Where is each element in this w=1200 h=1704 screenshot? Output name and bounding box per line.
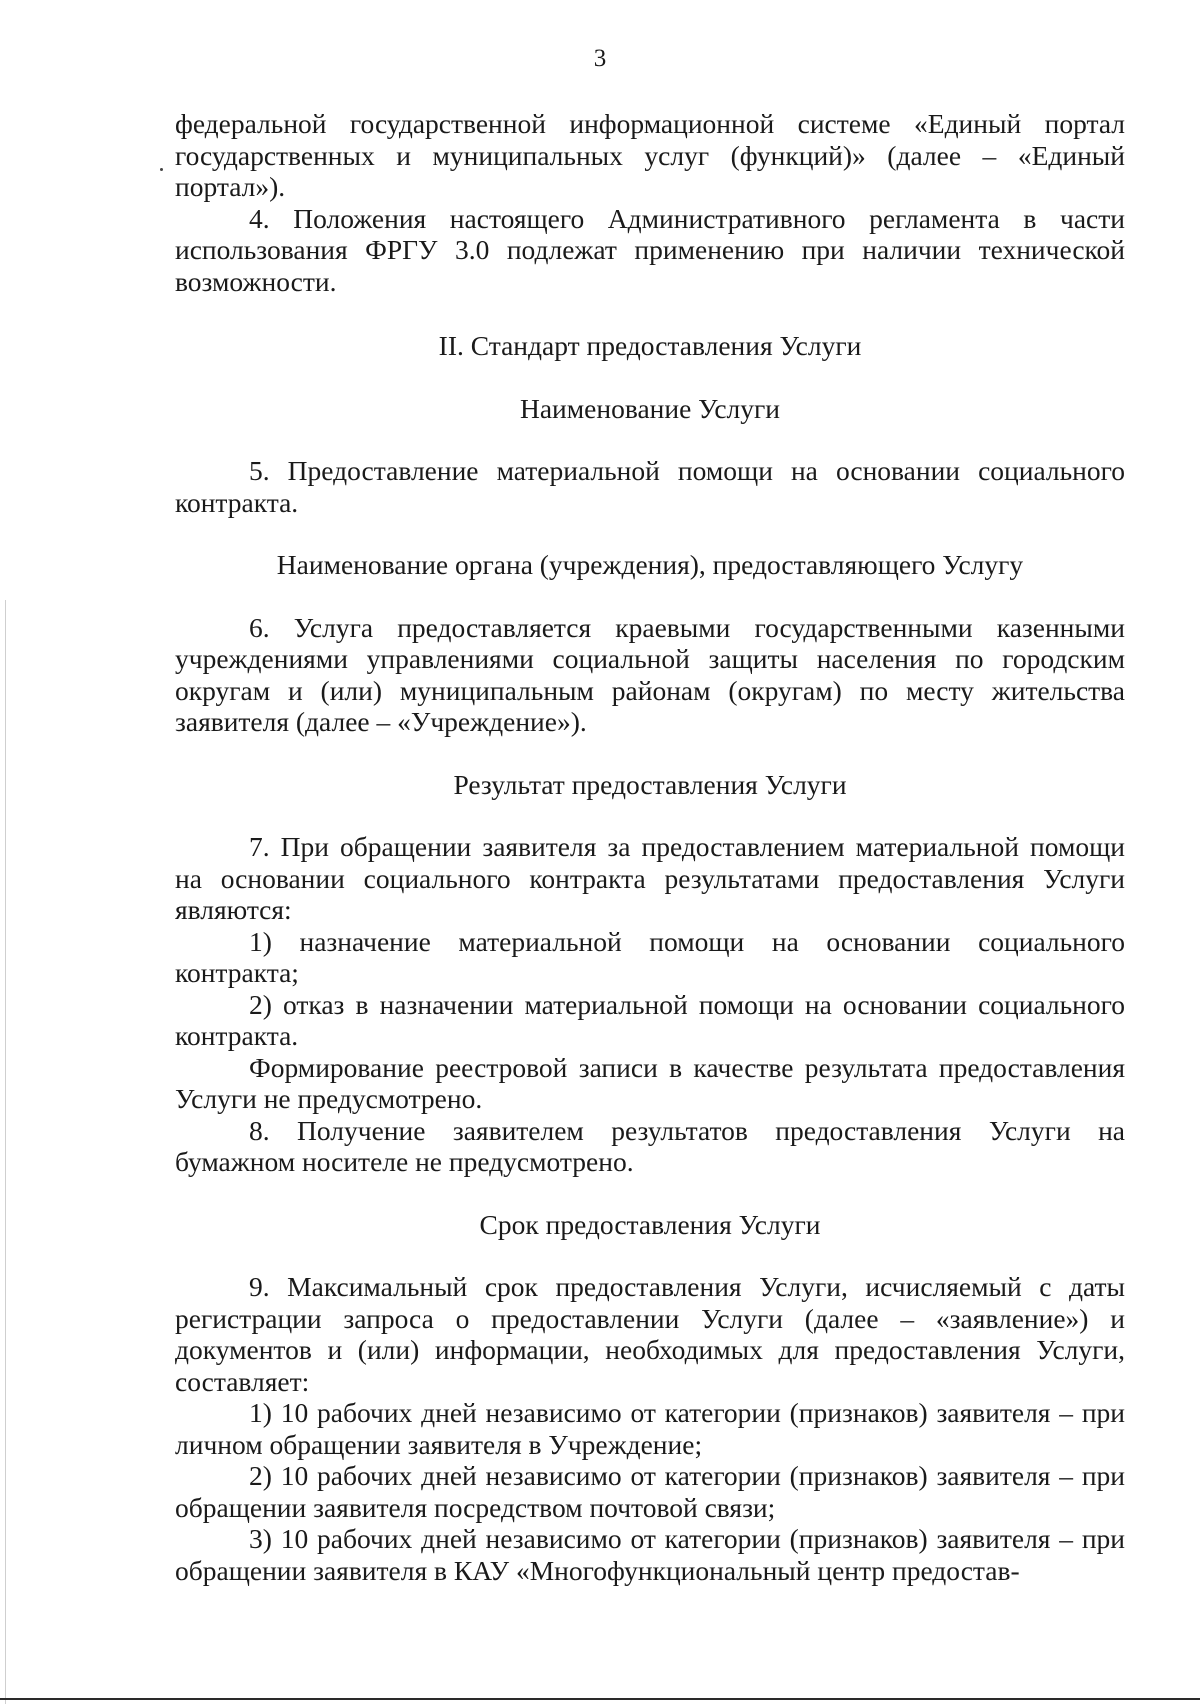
paragraph-5: 5. Предоставление материальной помощи на основании социального контракта. [175, 455, 1125, 518]
list-item-9-1: 1) 10 рабочих дней независимо от категории (признаков) заявителя – при личном обращении заявителя в Учреждение; [175, 1397, 1125, 1460]
paragraph-8: 8. Получение заявителем результатов предоставления Услуги на бумажном носителе не предусмотрено. [175, 1114, 1125, 1177]
subheading-term: Срок предоставления Услуги [479, 1208, 821, 1240]
subheading-provider: Наименование органа (учреждения), предоставляющего Услугу [276, 549, 1024, 580]
list-item-9-2: 2) 10 рабочих дней независимо от категории (признаков) заявителя – при обращении заявителя посредством почтовой связи; [175, 1460, 1125, 1523]
paragraph-9: 9. Максимальный срок предоставления Услуги, исчисляемый с даты регистрации запроса о предоставлении Услуги (далее – «заявление») и документов и (или) информации, необходимых для предоставления Услуги, составляет: [175, 1271, 1125, 1397]
list-item-9-3: 3) 10 рабочих дней независимо от категории (признаков) заявителя – при обращении заявителя в КАУ «Многофункциональный центр предостав- [175, 1523, 1125, 1586]
list-item-7-1: 1) назначение материальной помощи на основании социального контракта; [175, 925, 1125, 988]
subheading-service-name: Наименование Услуги [519, 392, 781, 424]
paragraph-portal: федеральной государственной информационной системе «Единый портал государственных и муниципальных услуг (функций)» (далее – «Единый портал»). [175, 108, 1125, 202]
scan-bottom-line [0, 1698, 1200, 1700]
paragraph-7: 7. При обращении заявителя за предоставлением материальной помощи на основании социального контракта результатами предоставления Услуги являются: [175, 831, 1125, 925]
paragraph-4: 4. Положения настоящего Административного регламента в части использования ФРГУ 3.0 подлежат применению при наличии технической возможности. [175, 202, 1125, 297]
section-heading-standard: II. Стандарт предоставления Услуги [438, 330, 862, 361]
page-number: 3 [593, 45, 607, 72]
subheading-result: Результат предоставления Услуги [453, 768, 847, 800]
paragraph-registry-record: Формирование реестровой записи в качестве результата предоставления Услуги не предусмотрено. [175, 1051, 1125, 1114]
paragraph-6: 6. Услуга предоставляется краевыми государственными казенными учреждениями управлениями социальной защиты населения по городским округам и (или) муниципальным районам (округам) по месту жительства заявителя (далее – «Учреждение»). [175, 611, 1125, 737]
list-item-7-2: 2) отказ в назначении материальной помощи на основании социального контракта. [175, 988, 1125, 1051]
document-body [175, 108, 1125, 1586]
scan-edge-line [5, 600, 6, 1704]
scan-speck [160, 168, 163, 171]
